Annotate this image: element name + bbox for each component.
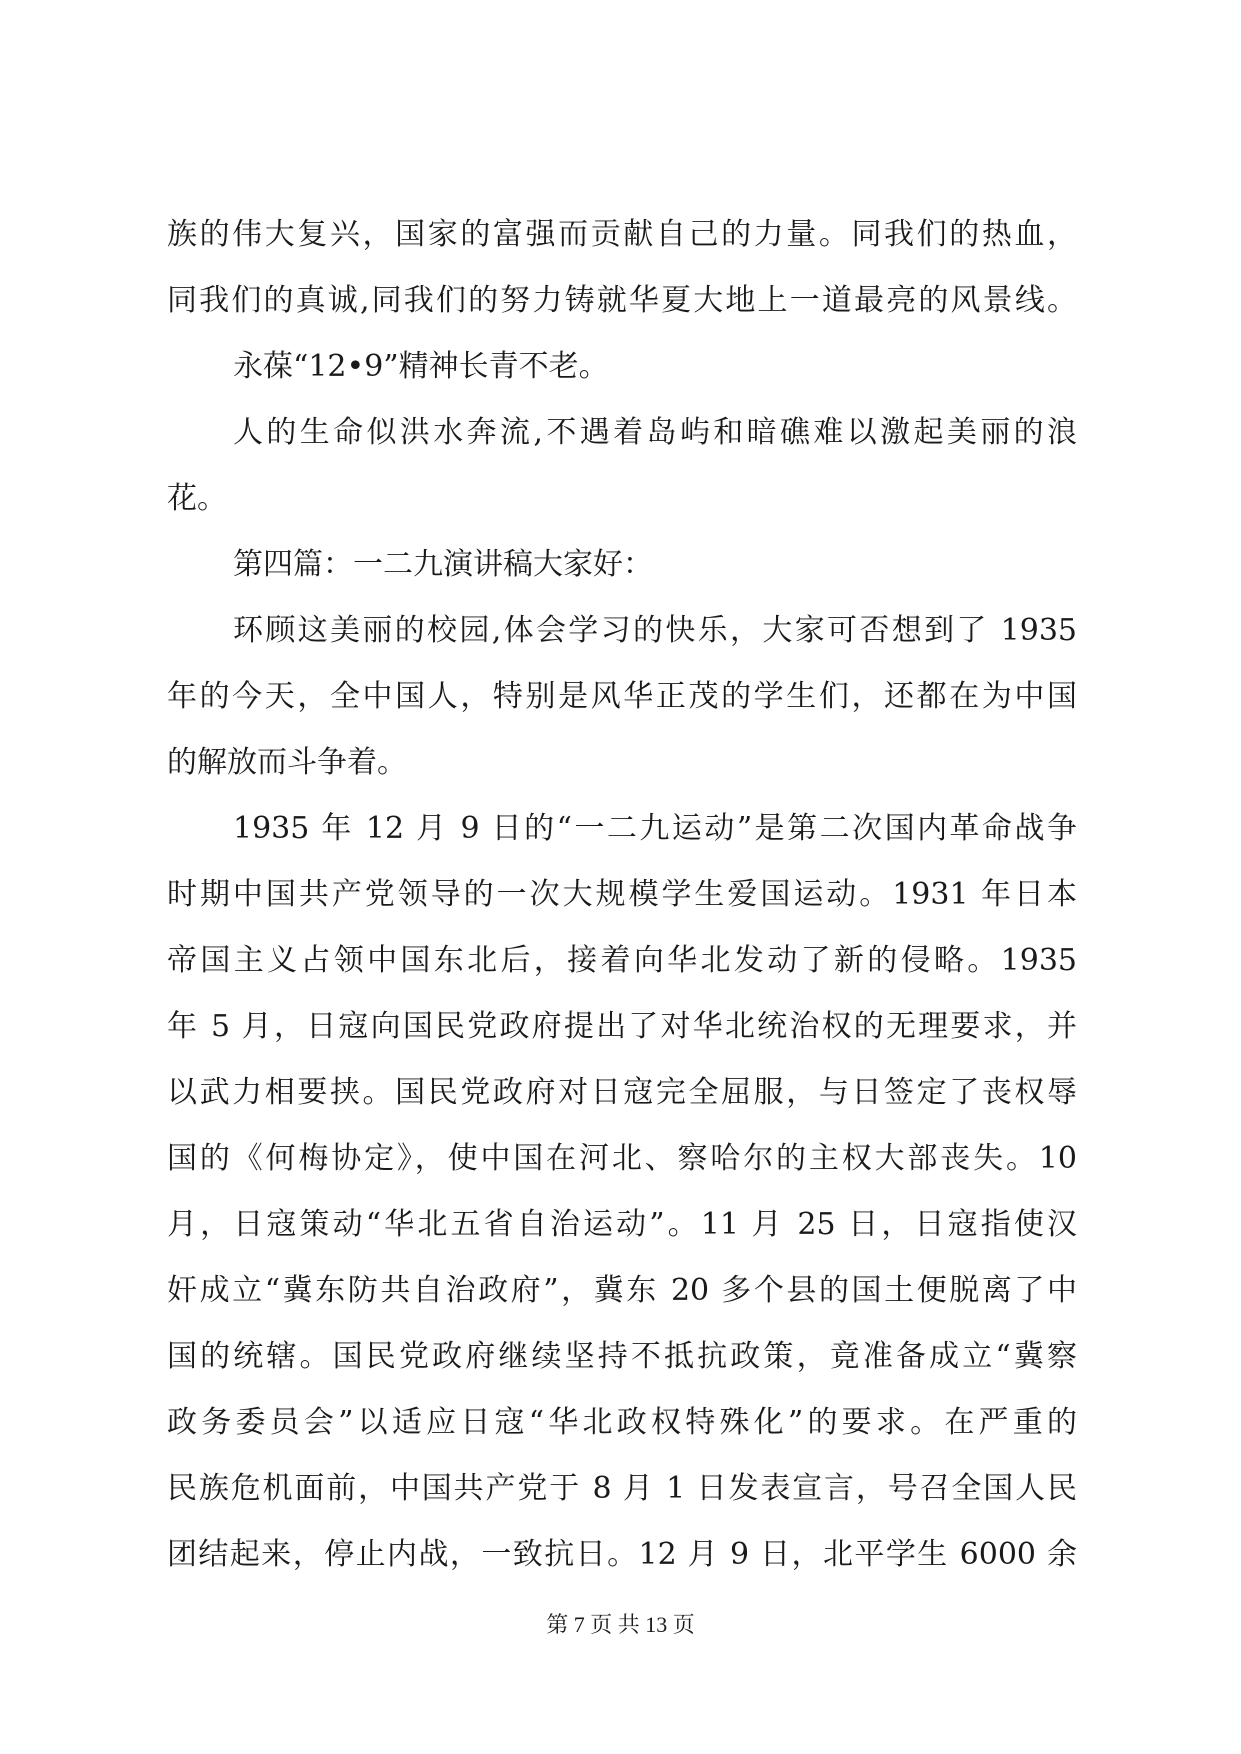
- text-line: 同我们的真诚,同我们的努力铸就华夏大地上一道最亮的风景线。: [167, 283, 1077, 318]
- document-body: [167, 202, 1077, 1588]
- text-line: 国的《何梅协定》，使中国在河北、察哈尔的主权大部丧失。10: [167, 1141, 1077, 1176]
- text-line: 花。: [167, 481, 227, 516]
- text-line: 国的统辖。国民党政府继续坚持不抵抗政策，竟准备成立“冀察: [167, 1339, 1077, 1374]
- text-line: 族的伟大复兴，国家的富强而贡献自己的力量。同我们的热血，: [167, 217, 1077, 252]
- text-line: 永葆“12•9”精神长青不老。: [233, 349, 609, 384]
- text-line: 以武力相要挟。国民党政府对日寇完全屈服，与日签定了丧权辱: [167, 1075, 1077, 1110]
- text-line: 年 5 月，日寇向国民党政府提出了对华北统治权的无理要求，并: [167, 1009, 1077, 1044]
- text-line: 的解放而斗争着。: [167, 745, 407, 780]
- text-line: 1935 年 12 月 9 日的“一二九运动”是第二次国内革命战争: [233, 811, 1077, 846]
- text-line: 团结起来，停止内战，一致抗日。12 月 9 日，北平学生 6000 余: [167, 1537, 1077, 1572]
- page-number-footer: 第 7 页 共 13 页: [546, 1612, 695, 1637]
- text-line: 时期中国共产党领导的一次大规模学生爱国运动。1931 年日本: [167, 877, 1077, 912]
- text-line: 政务委员会”以适应日寇“华北政权特殊化”的要求。在严重的: [167, 1405, 1077, 1440]
- text-line: 环顾这美丽的校园,体会学习的快乐，大家可否想到了 1935: [233, 613, 1077, 648]
- text-line: 帝国主义占领中国东北后，接着向华北发动了新的侵略。1935: [167, 943, 1077, 978]
- text-line: 奸成立“冀东防共自治政府”，冀东 20 多个县的国土便脱离了中: [167, 1273, 1077, 1308]
- text-line: 第四篇：一二九演讲稿大家好：: [233, 547, 653, 582]
- text-line: 民族危机面前，中国共产党于 8 月 1 日发表宣言，号召全国人民: [167, 1471, 1077, 1506]
- text-line: 月，日寇策动“华北五省自治运动”。11 月 25 日，日寇指使汉: [167, 1207, 1077, 1242]
- text-line: 人的生命似洪水奔流,不遇着岛屿和暗礁难以激起美丽的浪: [233, 415, 1077, 450]
- text-line: 年的今天，全中国人，特别是风华正茂的学生们，还都在为中国: [167, 679, 1077, 714]
